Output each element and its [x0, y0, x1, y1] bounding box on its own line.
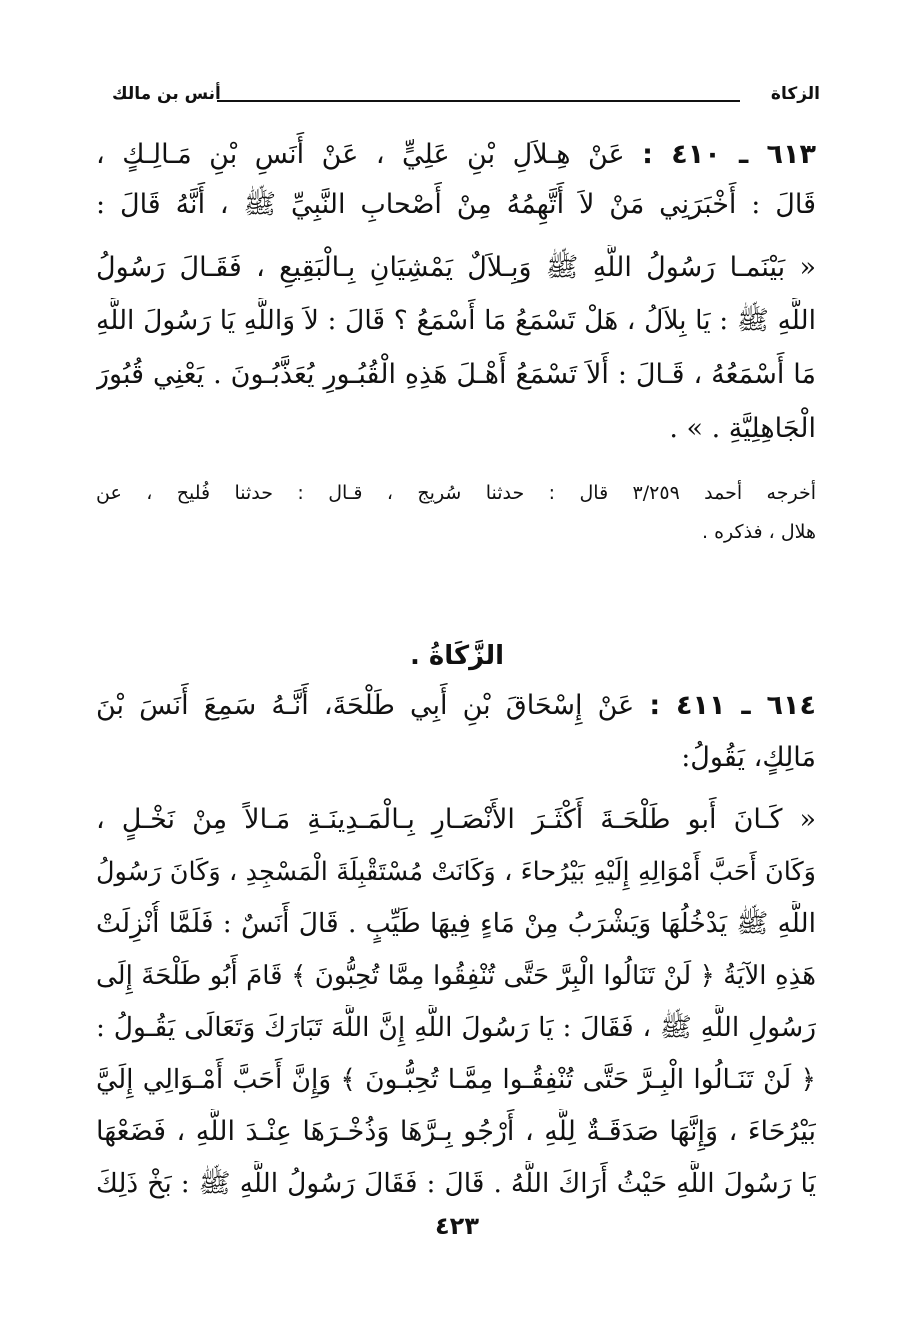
hadith-613-line-1 [96, 132, 816, 178]
hadith-613-text: عَنْ هِـلاَلِ بْنِ عَلِيٍّ ، عَنْ أَنَسِ بْنِ مَـالِـكٍ ، [96, 139, 625, 170]
hadith-614-line-2: مَالِكٍ، يَقُولُ: [681, 742, 816, 773]
running-header [112, 84, 820, 110]
hadith-614-number: ٦١٤ ـ ٤١١ : [649, 690, 816, 721]
header-book-title: أنس بن مالك [112, 84, 221, 104]
page-number: ٤٢٣ [435, 1212, 479, 1240]
hadith-614-line-5: اللَّهِ ﷺ يَدْخُلُهَا وَيَشْرَبُ مِنْ مَاءٍ فِيهَا طَيِّبٍ . قَالَ أَنَسٌ : فَلَمَّا أُنْزِلَتْ [96, 908, 816, 939]
section-title: الزَّكَاةُ . [409, 641, 504, 671]
header-chapter-title: الزكاة [770, 84, 820, 104]
hadith-613-source-line-2: هلال ، فذكره . [702, 521, 816, 543]
hadith-613-line-6: الْجَاهِلِيَّةِ . » . [669, 413, 816, 444]
hadith-614-line-10: يَا رَسُولَ اللَّهِ حَيْثُ أَرَاكَ اللَّهُ . قَالَ : فَقَالَ رَسُولُ اللَّهِ ﷺ : بَخْ ذَلِكَ [96, 1168, 816, 1199]
hadith-614-line-7: رَسُولِ اللَّهِ ﷺ ، فَقَالَ : يَا رَسُولَ اللَّهِ إِنَّ اللَّهَ تَبَارَكَ وَتَعَالَى يَقُـولُ : [96, 1012, 816, 1043]
hadith-614-line-8: ﴿ لَنْ تَنَـالُوا الْبِـرَّ حَتَّى تُنْفِقُـوا مِمَّـا تُحِبُّـونَ ﴾ وَإِنَّ أَحَبَّ أَمْـوَالِي إِلَيَّ [96, 1064, 816, 1095]
header-rule [217, 100, 740, 102]
hadith-613-source-line-1: أخرجه أحمد ٣/٢٥٩ قال : حدثنا سُريج ، قـال : حدثنا فُليح ، عن [96, 482, 816, 504]
hadith-614-line-1 [96, 683, 816, 729]
hadith-613-line-2: قَالَ : أَخْبَرَنِي مَنْ لاَ أَتَّهِمُهُ مِنْ أَصْحابِ النَّبِيِّ ﷺ ، أَنَّهُ قَالَ : [96, 189, 816, 220]
hadith-613-number: ٦١٣ ـ ٤١٠ : [642, 139, 816, 170]
hadith-614-line-4: وَكَانَ أَحَبَّ أَمْوَالِهِ إِلَيْهِ بَيْرُحاءَ ، وَكَانَتْ مُسْتَقْبِلَةَ الْمَسْجِدِ ، وَكَانَ رَسُولُ [96, 857, 816, 887]
hadith-614-line-3: « كَـانَ أَبو طَلْحَـةَ أَكْثَـرَ الأَنْصَـارِ بِـالْمَـدِينَـةِ مَـالاً مِنْ نَخْـلٍ ، [96, 804, 816, 835]
hadith-613-line-4: اللَّهِ ﷺ : يَا بِلاَلُ ، هَلْ تَسْمَعُ مَا أَسْمَعُ ؟ قَالَ : لاَ وَاللَّهِ يَا رَسُولَ اللَّهِ [96, 305, 816, 336]
hadith-613-line-5: مَا أَسْمَعُهُ ، قَـالَ : أَلاَ تَسْمَعُ أَهْـلَ هَذِهِ الْقُبُـورِ يُعَذَّبُـونَ . يَعْنِي قُبُورَ [96, 359, 816, 390]
hadith-614-line-6: هَذِهِ الآيَةُ ﴿ لَنْ تَنَالُوا الْبِرَّ حَتَّى تُنْفِقُوا مِمَّا تُحِبُّونَ ﴾ قَامَ أَبُو طَلْحَةَ إِلَى [96, 961, 816, 991]
hadith-613-line-3: « بَيْنَمـا رَسُولُ اللَّهِ ﷺ وَبِـلاَلٌ يَمْشِيَانِ بِـالْبَقِيعِ ، فَقَـالَ رَسُولُ [96, 252, 816, 283]
hadith-614-line-9: بَيْرُحَاءَ ، وَإِنَّهَا صَدَقَـةٌ لِلَّهِ ، أَرْجُو بِـرَّهَا وَذُخْـرَهَا عِنْـدَ اللَّهِ ، فَضَعْهَا [96, 1116, 816, 1147]
hadith-614-text: عَنْ إِسْحَاقَ بْنِ أَبِي طَلْحَةَ، أَنَّـهُ سَمِعَ أَنَسَ بْنَ [96, 690, 635, 721]
